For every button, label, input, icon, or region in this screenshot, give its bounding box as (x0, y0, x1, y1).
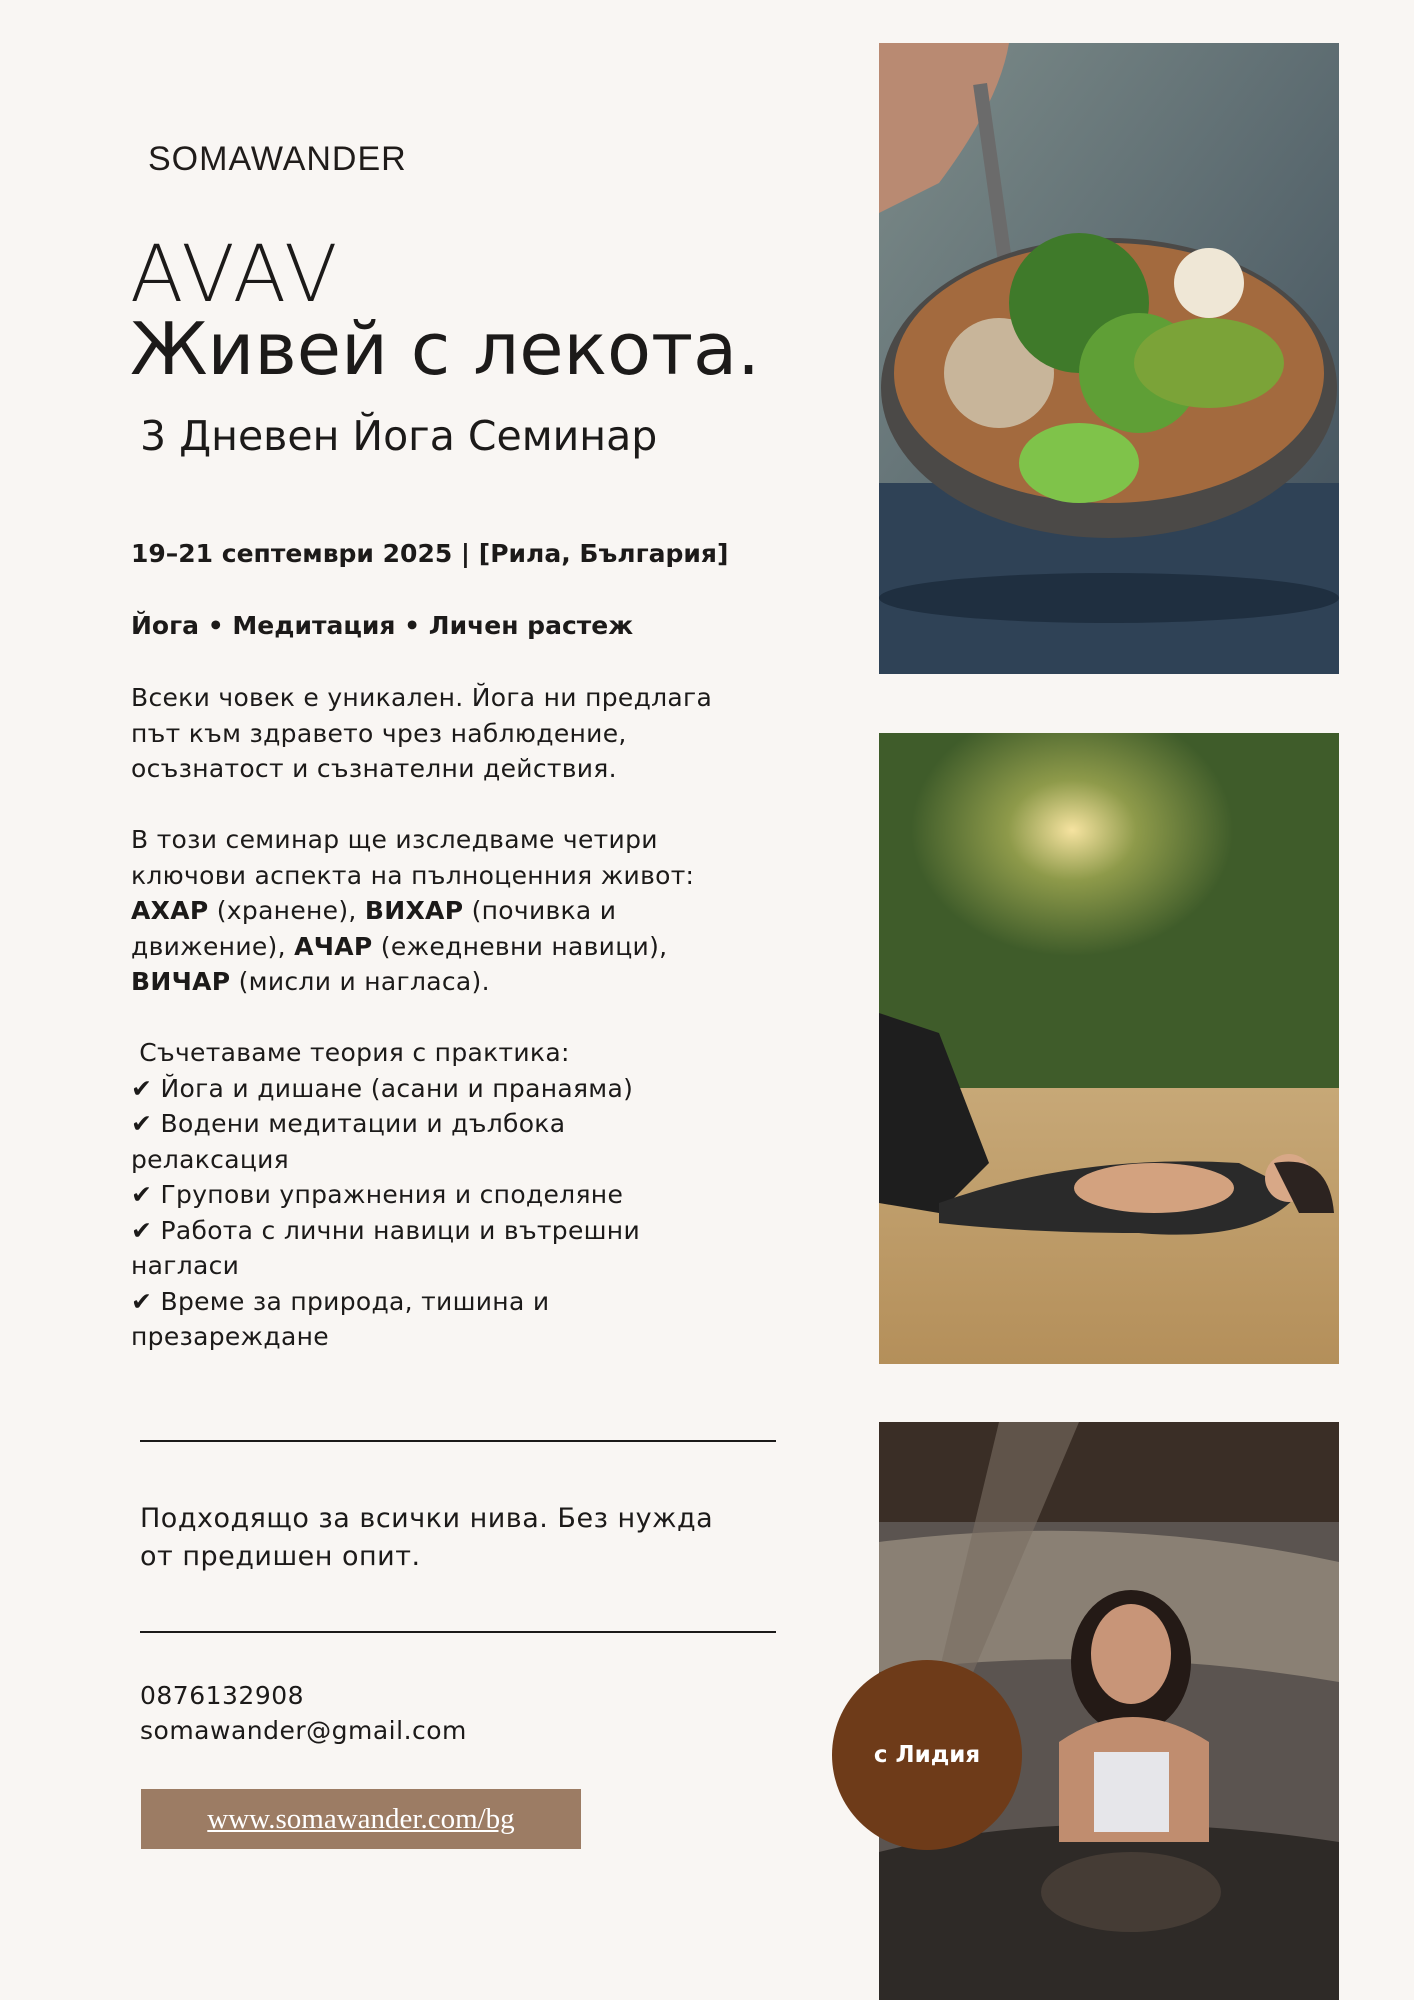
intro-line: осъзнатост и съзнателни действия. (131, 754, 617, 783)
event-dates: 19–21 септември 2025 | [Рила, България] (131, 539, 729, 568)
practice-heading: Съчетаваме теория с практика: (139, 1038, 570, 1067)
phone-number[interactable]: 0876132908 (140, 1681, 305, 1710)
list-item-continuation: презареждане (131, 1322, 329, 1351)
contact-info (140, 1678, 467, 1748)
brand-logo-text: SOMAWANDER (148, 140, 407, 178)
event-topics: Йога • Медитация • Личен растеж (131, 611, 634, 640)
aspects-line (131, 893, 771, 929)
aspects-line (131, 964, 771, 1000)
website-link-button[interactable]: www.somawander.com/bg (141, 1789, 581, 1849)
list-item-continuation: релаксация (131, 1144, 290, 1174)
aspect-vichar: ВИЧАР (131, 967, 231, 996)
check-icon: ✔ (131, 1109, 153, 1138)
title-line-2: Живей с лекота. (130, 307, 761, 391)
intro-line: Всеки човек е уникален. Йога ни предлага (131, 683, 713, 712)
suitability-note (140, 1500, 780, 1576)
aspect-vihar-desc: (почивка и (463, 896, 617, 925)
check-icon: ✔ (131, 1073, 153, 1103)
list-item: ✔ Йога и дишане (асани и пранаяма) (131, 1073, 634, 1103)
check-icon: ✔ (131, 1215, 153, 1245)
suitability-line: от предишен опит. (140, 1541, 421, 1572)
list-item: ✔ Работа с лични навици и вътрешни (131, 1215, 640, 1245)
instructor-badge: с Лидия (832, 1660, 1022, 1850)
aspect-vihar-desc: движение), (131, 931, 295, 961)
check-icon: ✔ (131, 1286, 153, 1316)
aspects-paragraph (131, 822, 771, 1000)
list-item: ✔ Водени медитации и дълбока (131, 1109, 566, 1138)
divider (140, 1631, 776, 1633)
suitability-line: Подходящо за всички нива. Без нужда (140, 1503, 714, 1534)
aspect-vihar: ВИХАР (364, 896, 464, 925)
list-item: ✔ Време за природа, тишина и (131, 1286, 550, 1316)
subtitle: 3 Дневен Йога Семинар (140, 412, 658, 460)
list-item-continuation: нагласи (131, 1251, 240, 1280)
intro-paragraph (131, 680, 771, 787)
aspect-vichar-desc: (мисли и нагласа). (230, 967, 490, 996)
aspect-ahar: АХАР (131, 896, 209, 925)
outdoor-relaxation-photo (879, 733, 1339, 1364)
email-address[interactable]: somawander@gmail.com (140, 1716, 467, 1745)
divider (140, 1440, 776, 1442)
aspects-line: В този семинар ще изследваме четири (131, 825, 658, 854)
list-item: ✔ Групови упражнения и споделяне (131, 1180, 624, 1209)
aspects-line: ключови аспекта на пълноценния живот: (131, 860, 695, 890)
check-icon: ✔ (131, 1180, 153, 1209)
title-line-1: AVAV (130, 230, 341, 320)
intro-line: път към здравето чрез наблюдение, (131, 718, 627, 748)
practice-list (131, 1035, 771, 1355)
aspect-ahar-desc: (хранене), (208, 896, 365, 925)
food-bowl-photo (879, 43, 1339, 674)
aspect-achar: АЧАР (294, 931, 373, 961)
aspects-line (131, 929, 771, 965)
aspect-achar-desc: (ежедневни навици), (372, 931, 668, 961)
